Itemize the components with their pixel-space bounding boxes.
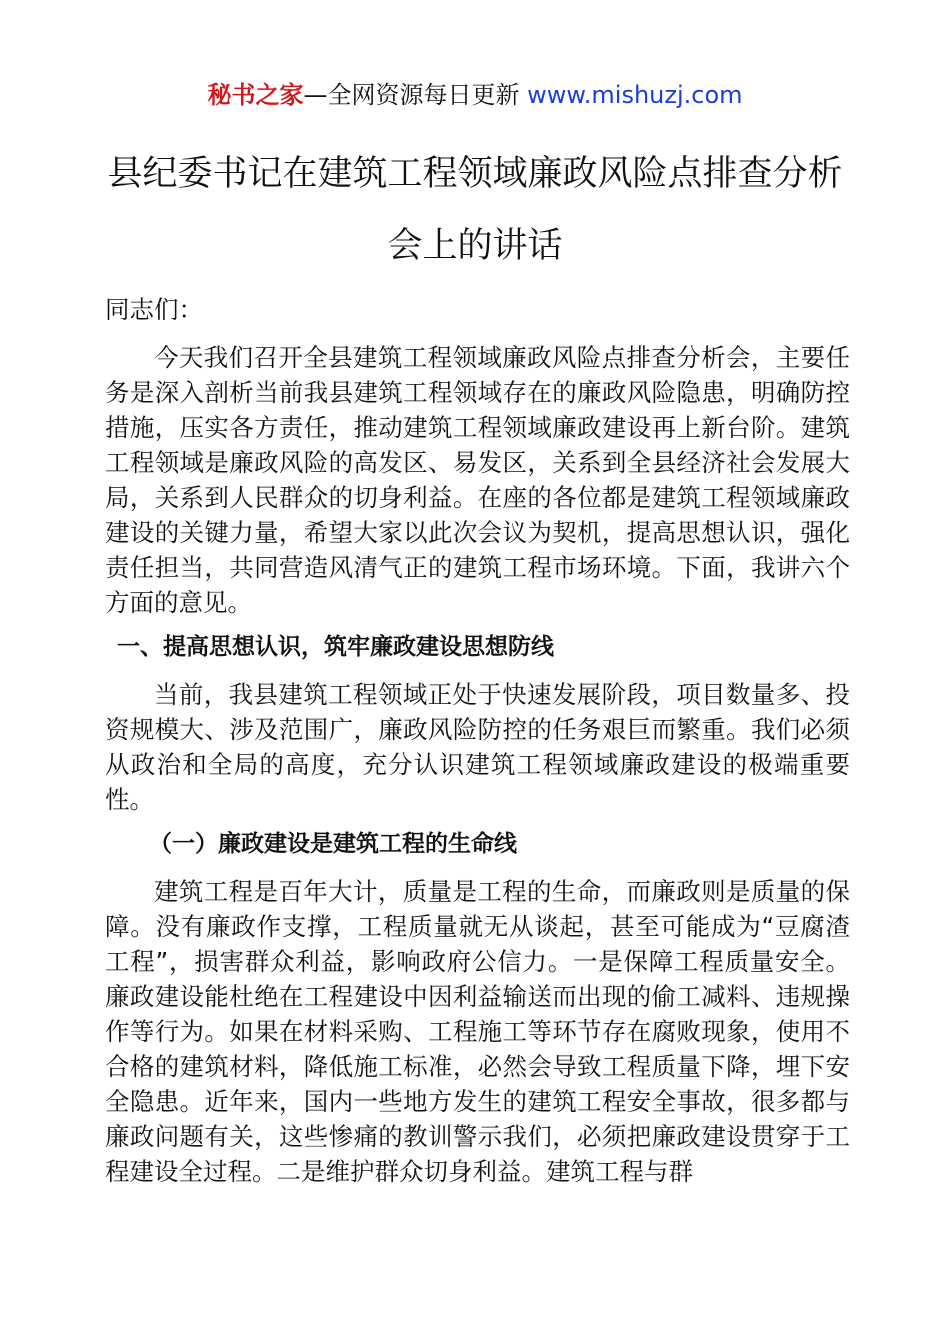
title-line-2: 会上的讲话 xyxy=(387,226,563,266)
paragraph-subsection-1-1: 建筑工程是百年大计，质量是工程的生命，而廉政则是质量的保障。没有廉政作支撑，工程质量就无从谈起，甚至可能成为“豆腐渣工程”，损害群众利益，影响政府公信力。一是保障工程质量安全。廉政建设能杜绝在工程建设中因利益输送而出现的偷工减料、违规操作等行为。如果在材料采购、工程施工等环节存在腐败现象，使用不合格的建筑材料，降低施工标准，必然会导致工程质量下降，埋下安全隐患。近年来，国内一些地方发生的建筑工程安全事故，很多都与廉政问题有关，这些惨痛的教训警示我们，必须把廉政建设贯穿于工程建设全过程。二是维护群众切身利益。建筑工程与群 xyxy=(105,877,850,1186)
paragraph-section-1: 当前，我县建筑工程领域正处于快速发展阶段，项目数量多、投资规模大、涉及范围广，廉政风险防控的任务艰巨而繁重。我们必须从政治和全局的高度，充分认识建筑工程领域廉政建设的极端重要性。 xyxy=(105,680,850,814)
title-line-1: 县纪委书记在建筑工程领域廉政风险点排查分析 xyxy=(107,154,843,194)
salutation: 同志们： xyxy=(105,295,203,324)
site-tagline: —全网资源每日更新 xyxy=(303,81,528,109)
site-brand: 秘书之家 xyxy=(207,81,304,109)
document-title xyxy=(60,138,890,282)
site-url[interactable]: www.mishuzj.com xyxy=(527,81,743,109)
site-header xyxy=(0,78,950,112)
paragraph-intro: 今天我们召开全县建筑工程领域廉政风险点排查分析会，主要任务是深入剖析当前我县建筑工程领域存在的廉政风险隐患，明确防控措施，压实各方责任，推动建筑工程领域廉政建设再上新台阶。建筑工程领域是廉政风险的高发区、易发区，关系到全县经济社会发展大局，关系到人民群众的切身利益。在座的各位都是建筑工程领域廉政建设的关键力量，希望大家以此次会议为契机，提高思想认识，强化责任担当，共同营造风清气正的建筑工程市场环境。下面，我讲六个方面的意见。 xyxy=(105,343,850,617)
subsection-heading-1-1: （一）廉政建设是建筑工程的生命线 xyxy=(149,831,517,857)
section-heading-1: 一、提高思想认识，筑牢廉政建设思想防线 xyxy=(117,634,554,660)
